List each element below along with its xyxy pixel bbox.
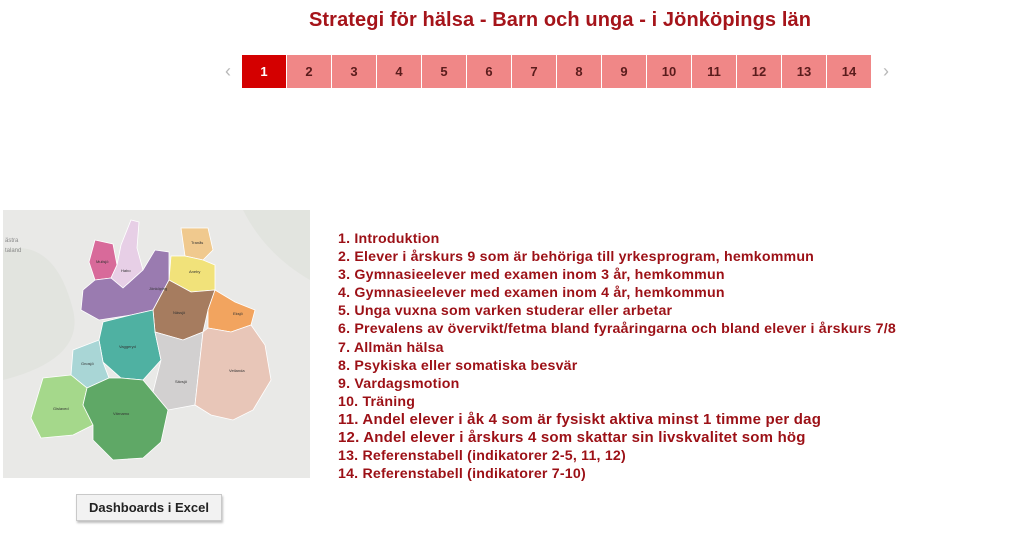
- county-map[interactable]: [3, 210, 310, 478]
- toc-item[interactable]: 2. Elever i årskurs 9 som är behöriga till yrkesprogram, hemkommun: [338, 249, 815, 266]
- label-savsjo: Sävsjö: [175, 379, 188, 384]
- toc-item[interactable]: 10. Träning: [338, 393, 416, 410]
- page-button-11[interactable]: 11: [692, 55, 736, 88]
- map-corner-label: ästra: [5, 238, 19, 244]
- label-varnamo: Värnamo: [113, 411, 130, 416]
- toc-item[interactable]: 1. Introduktion: [338, 231, 440, 247]
- toc-item[interactable]: 11. Andel elever i åk 4 som är fysiskt aktiva minst 1 timme per dag: [338, 410, 822, 428]
- page-button-3[interactable]: 3: [332, 55, 376, 88]
- label-eksjo: Eksjö: [233, 311, 243, 316]
- page-button-6[interactable]: 6: [467, 55, 511, 88]
- page-button-4[interactable]: 4: [377, 55, 421, 88]
- toc-item[interactable]: 8. Psykiska eller somatiska besvär: [338, 357, 578, 374]
- toc-item[interactable]: 7. Allmän hälsa: [338, 339, 444, 356]
- page-button-12[interactable]: 12: [737, 55, 781, 88]
- page-button-13[interactable]: 13: [782, 55, 826, 88]
- map-corner-label: taland: [5, 248, 22, 254]
- toc-item[interactable]: 5. Unga vuxna som varken studerar eller arbetar: [338, 303, 673, 320]
- page-button-7[interactable]: 7: [512, 55, 556, 88]
- label-jonkoping: Jönköping: [149, 286, 168, 291]
- county-map-svg: [3, 210, 310, 478]
- label-nassjo: Nässjö: [173, 310, 186, 315]
- chevron-right-icon[interactable]: ›: [883, 61, 889, 81]
- label-gnosjo: Gnosjö: [81, 361, 94, 366]
- label-mullsjo: Mullsjö: [96, 259, 109, 264]
- toc-item[interactable]: 12. Andel elever i årskurs 4 som skattar sin livskvalitet som hög: [338, 429, 806, 447]
- page-button-1[interactable]: 1: [242, 55, 286, 88]
- page-button-2[interactable]: 2: [287, 55, 331, 88]
- page-button-9[interactable]: 9: [602, 55, 646, 88]
- page-title: Strategi för hälsa - Barn och unga - i Jönköpings län: [308, 9, 812, 31]
- pagination: [214, 55, 900, 88]
- toc-item[interactable]: 3. Gymnasieelever med examen inom 3 år, hemkommun: [338, 267, 725, 284]
- table-of-contents: [338, 230, 896, 483]
- page-buttons: [242, 55, 872, 88]
- page-button-5[interactable]: 5: [422, 55, 466, 88]
- toc-item[interactable]: 13. Referenstabell (indikatorer 2-5, 11, 12): [338, 448, 626, 465]
- label-aneby: Aneby: [189, 269, 201, 274]
- label-vetlanda: Vetlanda: [229, 368, 245, 373]
- page-button-10[interactable]: 10: [647, 55, 691, 88]
- toc-item[interactable]: 4. Gymnasieelever med examen inom 4 år, hemkommun: [338, 285, 725, 302]
- page-button-14[interactable]: 14: [827, 55, 871, 88]
- label-tranas: Tranås: [191, 240, 204, 245]
- label-vaggeryd: Vaggeryd: [119, 344, 136, 349]
- label-habo: Habo: [121, 268, 131, 273]
- toc-item[interactable]: 9. Vardagsmotion: [338, 375, 460, 392]
- chevron-left-icon[interactable]: ‹: [225, 61, 231, 81]
- label-gislaved: Gislaved: [53, 406, 69, 411]
- toc-item[interactable]: 6. Prevalens av övervikt/fetma bland fyraåringarna och bland elever i årskurs 7/8: [338, 321, 896, 338]
- dashboards-excel-button[interactable]: Dashboards i Excel: [76, 494, 222, 521]
- toc-item[interactable]: 14. Referenstabell (indikatorer 7-10): [338, 466, 586, 483]
- page-button-8[interactable]: 8: [557, 55, 601, 88]
